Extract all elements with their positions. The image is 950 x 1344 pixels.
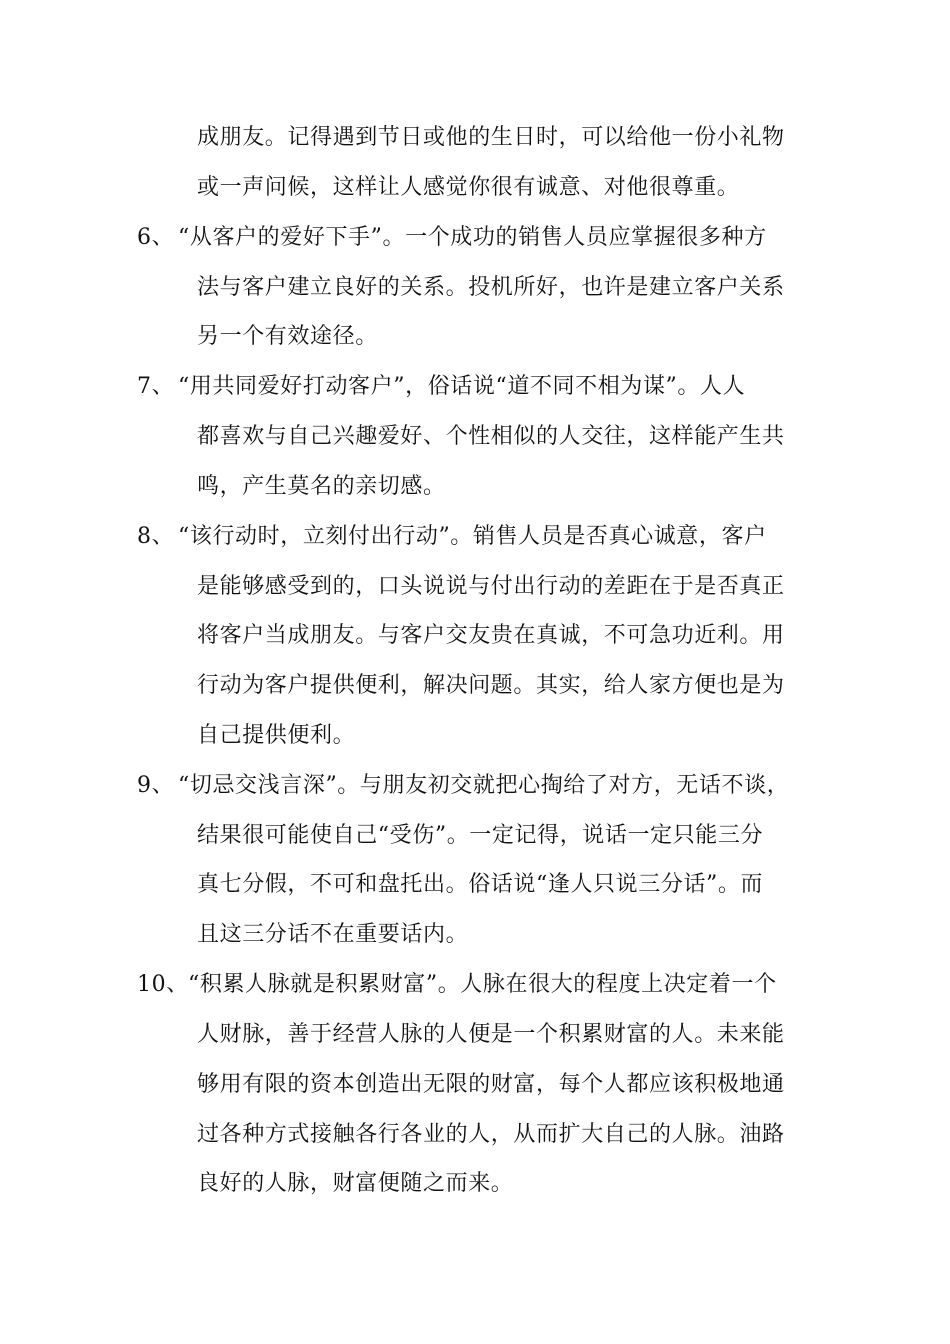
item-line: 够用有限的资本创造出无限的财富，每个人都应该积极地通 [197,1072,785,1097]
item-number: 8、 [137,524,175,549]
item-number: 10、 [137,972,189,997]
item-line: “用共同爱好打动客户”，俗话说“道不同不相为谋”。人人 [178,374,746,399]
item-number: 6、 [137,225,175,250]
item-line: 将客户当成朋友。与客户交友贵在真诚，不可急功近利。用 [197,623,785,648]
item-line: 良好的人脉，财富便随之而来。 [197,1171,514,1196]
paragraph-line: 成朋友。记得遇到节日或他的生日时，可以给他一份小礼物 [197,125,785,150]
item-line: “从客户的爱好下手”。一个成功的销售人员应掌握很多种方 [178,225,767,250]
paragraph-line: 或一声问候，这样让人感觉你很有诚意、对他很尊重。 [197,175,740,200]
item-line: 过各种方式接触各行各业的人，从而扩大自己的人脉。油路 [197,1122,785,1147]
item-line: 鸣，产生莫名的亲切感。 [197,474,446,499]
item-line: “该行动时，立刻付出行动”。销售人员是否真心诚意，客户 [178,524,767,549]
item-line: “切忌交浅言深”。与朋友初交就把心掏给了对方，无话不谈， [178,773,790,798]
item-line: 行动为客户提供便利，解决问题。其实，给人家方便也是为 [197,673,785,698]
item-line: “积累人脉就是积累财富”。人脉在很大的程度上决定着一个 [188,972,777,997]
item-number: 7、 [137,374,175,399]
item-line: 是能够感受到的，口头说说与付出行动的差距在于是否真正 [197,574,785,599]
item-line: 且这三分话不在重要话内。 [197,922,469,947]
item-line: 结果很可能使自己“受伤”。一定记得，说话一定只能三分 [197,823,764,848]
item-line: 法与客户建立良好的关系。投机所好，也许是建立客户关系 [197,275,785,300]
item-line: 都喜欢与自己兴趣爱好、个性相似的人交往，这样能产生共 [197,424,785,449]
item-line: 另一个有效途径。 [197,324,378,349]
item-line: 人财脉，善于经营人脉的人便是一个积累财富的人。未来能 [197,1022,785,1047]
item-line: 自己提供便利。 [197,723,356,748]
item-number: 9、 [137,773,175,798]
item-line: 真七分假，不可和盘托出。俗话说“逢人只说三分话”。而 [197,872,764,897]
